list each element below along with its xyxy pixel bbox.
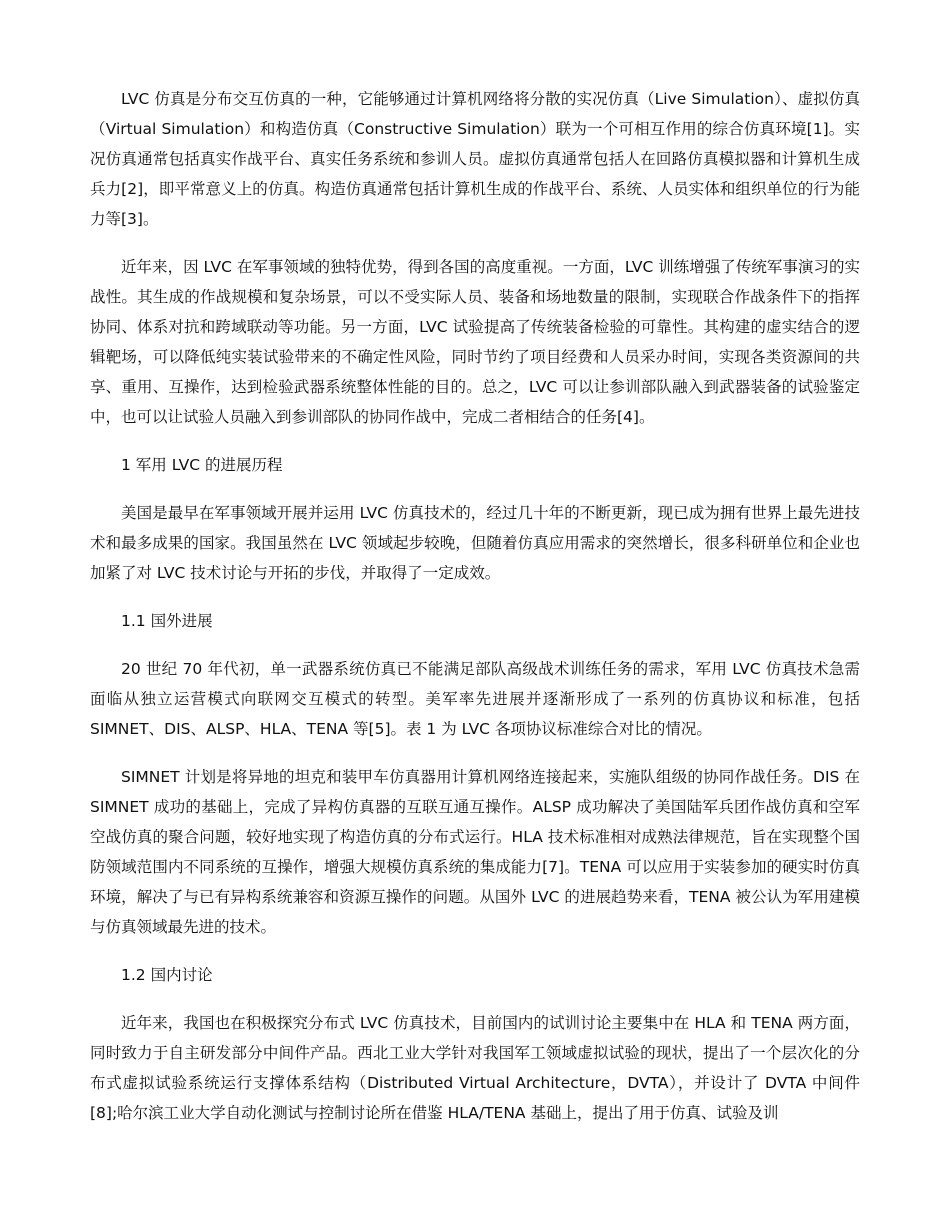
paragraph-history: 美国是最早在军事领域开展并运用 LVC 仿真技术的，经过几十年的不断更新，现已成为拥有世界上最先进技术和最多成果的国家。我国虽然在 LVC 领域起步较晚，但随着仿真应用需求的突然增长，很多科研单位和企业也加紧了对 LVC 技术讨论与开拓的步伐，并取得了一定成效。 [90,504,860,582]
paragraph-intro: LVC 仿真是分布交互仿真的一种，它能够通过计算机网络将分散的实况仿真（Live Simulation）、虚拟仿真（Virtual Simulation）和构造仿真（Constructive Simulation）联为一个可相互作用的综合仿真环境[1]。实况仿真通常包括真实作战平台、真实任务系统和参训人员。虚拟仿真通常包括人在回路仿真模拟器和计算机生成兵力[2]，即平常意义上的仿真。构造仿真通常包括计算机生成的作战平台、系统、人员实体和组织单位的行为能力等[3]。 [90,90,860,228]
section-heading-1: 1 军用 LVC 的进展历程 [121,456,283,474]
section-heading-1-2: 1.2 国内讨论 [121,966,213,984]
paragraph-foreign-1: 20 世纪 70 年代初，单一武器系统仿真已不能满足部队高级战术训练任务的需求，军用 LVC 仿真技术急需面临从独立运营模式向联网交互模式的转型。美军率先进展并逐渐形成了一系列的仿真协议和标准，包括 SIMNET、DIS、ALSP、HLA、TENA 等[5]。表 1 为 LVC 各项协议标准综合对比的情况。 [90,660,860,738]
paragraph-foreign-2: SIMNET 计划是将异地的坦克和装甲车仿真器用计算机网络连接起来，实施队组级的协同作战任务。DIS 在 SIMNET 成功的基础上，完成了异构仿真器的互联互通互操作。ALSP 成功解决了美国陆军兵团作战仿真和空军空战仿真的聚合问题，较好地实现了构造仿真的分布式运行。HLA 技术标准相对成熟法律规范，旨在实现整个国防领域范围内不同系统的互操作，增强大规模仿真系统的集成能力[7]。TENA 可以应用于实装参加的硬实时仿真环境，解决了与已有异构系统兼容和资源互操作的问题。从国外 LVC 的进展趋势来看，TENA 被公认为军用建模与仿真领域最先进的技术。 [90,768,860,936]
section-heading-1-1: 1.1 国外进展 [121,612,213,630]
paragraph-domestic: 近年来，我国也在积极探究分布式 LVC 仿真技术，目前国内的试训讨论主要集中在 HLA 和 TENA 两方面，同时致力于自主研发部分中间件产品。西北工业大学针对我国军工领域虚拟试验的现状，提出了一个层次化的分布式虚拟试验系统运行支撑体系结构（Distributed Virtual Architecture，DVTA），并设计了 DVTA 中间件[8];哈尔滨工业大学自动化测试与控制讨论所在借鉴 HLA/TENA 基础上，提出了用于仿真、试验及训 [90,1014,860,1122]
document-body [90,84,860,1146]
paragraph-advantages: 近年来，因 LVC 在军事领域的独特优势，得到各国的高度重视。一方面，LVC 训练增强了传统军事演习的实战性。其生成的作战规模和复杂场景，可以不受实际人员、装备和场地数量的限制，实现联合作战条件下的指挥协同、体系对抗和跨域联动等功能。另一方面，LVC 试验提高了传统装备检验的可靠性。其构建的虚实结合的逻辑靶场，可以降低纯实装试验带来的不确定性风险，同时节约了项目经费和人员采办时间，实现各类资源间的共享、重用、互操作，达到检验武器系统整体性能的目的。总之，LVC 可以让参训部队融入到武器装备的试验鉴定中，也可以让试验人员融入到参训部队的协同作战中，完成二者相结合的任务[4]。 [90,258,860,426]
